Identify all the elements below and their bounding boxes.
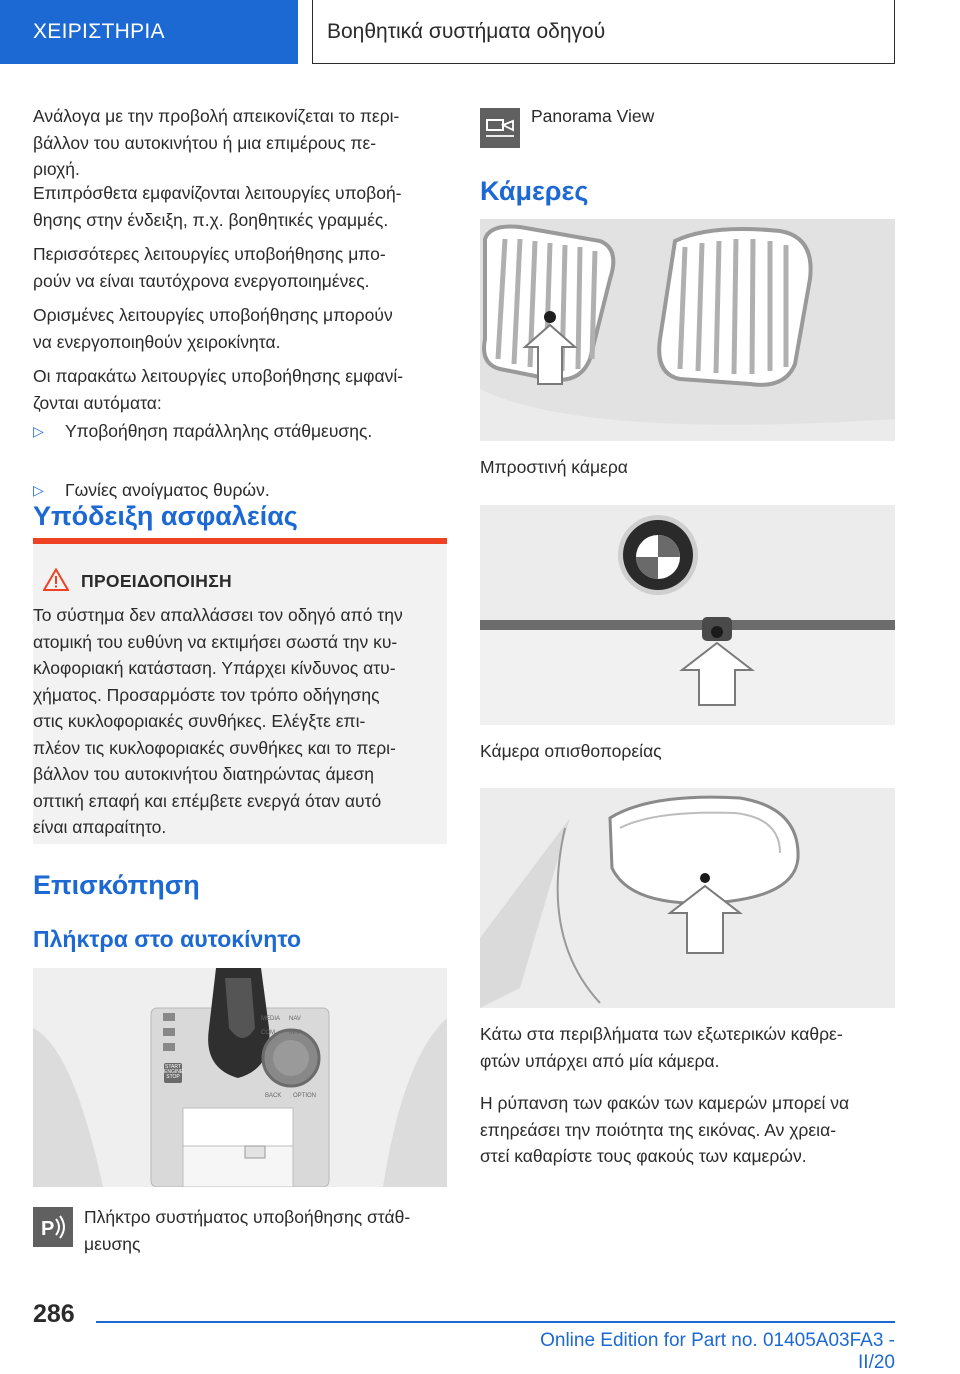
panorama-view-icon: [480, 108, 520, 148]
com-label: COM: [261, 1030, 275, 1036]
paragraph-view-area: Ανάλογα με την προβολή απεικονίζεται το περι- βάλλον του αυτοκινήτου ή μια επιμέρους πε- ριοχή.: [33, 106, 400, 179]
paragraph-automatic-functions: Οι παρακάτω λειτουργίες υποβοήθησης εμφανί- ζονται αυτόματα:: [33, 366, 404, 413]
warning-title: ΠΡΟΕΙΔΟΠΟΙΗΣΗ: [81, 571, 232, 591]
svg-text:P: P: [41, 1218, 55, 1240]
list-item: ▷ Γωνίες ανοίγματος θυρών.: [33, 477, 479, 503]
mirror-camera-caption: Κάτω στα περιβλήματα των εξωτερικών καθρε- φτών υπάρχει από μία κάμερα.: [480, 1024, 843, 1071]
warning-triangle-icon: [43, 568, 69, 596]
parking-button-caption: Πλήκτρο συστήματος υποβοήθησης στάθ- μευσης: [84, 1207, 411, 1254]
parking-assistant-icon: [33, 1207, 73, 1247]
paragraph-lens-dirt: Η ρύπανση των φακών των καμερών μπορεί να επηρεάσει την ποιότητα της εικόνας. Αν χρεια- στεί καθαρίστε τους φακούς των καμερών.: [480, 1093, 850, 1166]
cameras-heading: Κάμερες: [480, 176, 589, 206]
bullet-triangle-icon: ▷: [33, 482, 44, 498]
section-tab: ΧΕΙΡΙΣΤΗΡΙΑ: [0, 0, 298, 64]
chapter-title: Βοηθητικά συστήματα οδηγού: [312, 0, 895, 64]
front-camera-caption: Μπροστινή κάμερα: [480, 457, 628, 477]
overview-heading: Επισκόπηση: [33, 870, 200, 900]
bullet-triangle-icon: ▷: [33, 423, 44, 439]
rear-camera-caption: Κάμερα οπισθοπορείας: [480, 741, 662, 761]
media-label: MEDIA: [261, 1016, 281, 1022]
list-item: ▷ Υποβοήθηση παράλληλης στάθμευσης.: [33, 418, 479, 444]
nav-label: NAV: [289, 1016, 301, 1022]
center-console-image: [33, 968, 447, 1187]
paragraph-manual-functions: Ορισμένες λειτουργίες υποβοήθησης μπορούν να ενεργοποιηθούν χειροκίνητα.: [33, 305, 393, 352]
mirror-camera-image: [480, 788, 895, 1008]
paragraph-multiple-functions: Περισσότερες λειτουργίες υποβοήθησης μπο- ρούν να είναι ταυτόχρονα ενεργοποιημένες.: [33, 244, 386, 291]
footer-divider: [96, 1321, 895, 1323]
panorama-view-label: Panorama View: [531, 106, 655, 126]
safety-heading: Υπόδειξη ασφαλείας: [33, 501, 298, 531]
start-stop-label: START ENGINE STOP: [164, 1064, 184, 1080]
rear-camera-image: [480, 505, 895, 725]
back-label: BACK: [265, 1093, 282, 1099]
option-label: OPTION: [293, 1093, 317, 1099]
edition-footer[interactable]: Online Edition for Part no. 01405A03FA3 - II/20: [540, 1330, 895, 1373]
paragraph-functions-displayed: Επιπρόσθετα εμφανίζονται λειτουργίες υποβοή- θησης στην ένδειξη, π.χ. βοηθητικές γραμμές.: [33, 183, 402, 230]
warning-box: [33, 538, 447, 844]
warning-text: Το σύστημα δεν απαλλάσσει τον οδηγό από την ατομική του ευθύνη να εκτιμήσει σωστά την κυ- κλοφοριακή κατάσταση. Υπάρχει κίνδυνος ατυ- χήματος. Προσαρμόστε τον τρόπο οδήγησης στις κυκλοφοριακές συνθήκες. Ελέγξτε επι- πλέον τις κυκλοφοριακές συνθήκες και το περι- βάλλον του αυτοκινήτου διατηρώντας άμεση οπτική επαφή και επέμβετε ενεργά όταν αυτό είναι απαραίτητο.: [33, 605, 403, 837]
front-camera-image: [480, 219, 895, 441]
page-number: 286: [33, 1300, 75, 1328]
buttons-heading: Πλήκτρα στο αυτοκίνητο: [33, 926, 302, 952]
map-label: MAP: [289, 1030, 303, 1036]
